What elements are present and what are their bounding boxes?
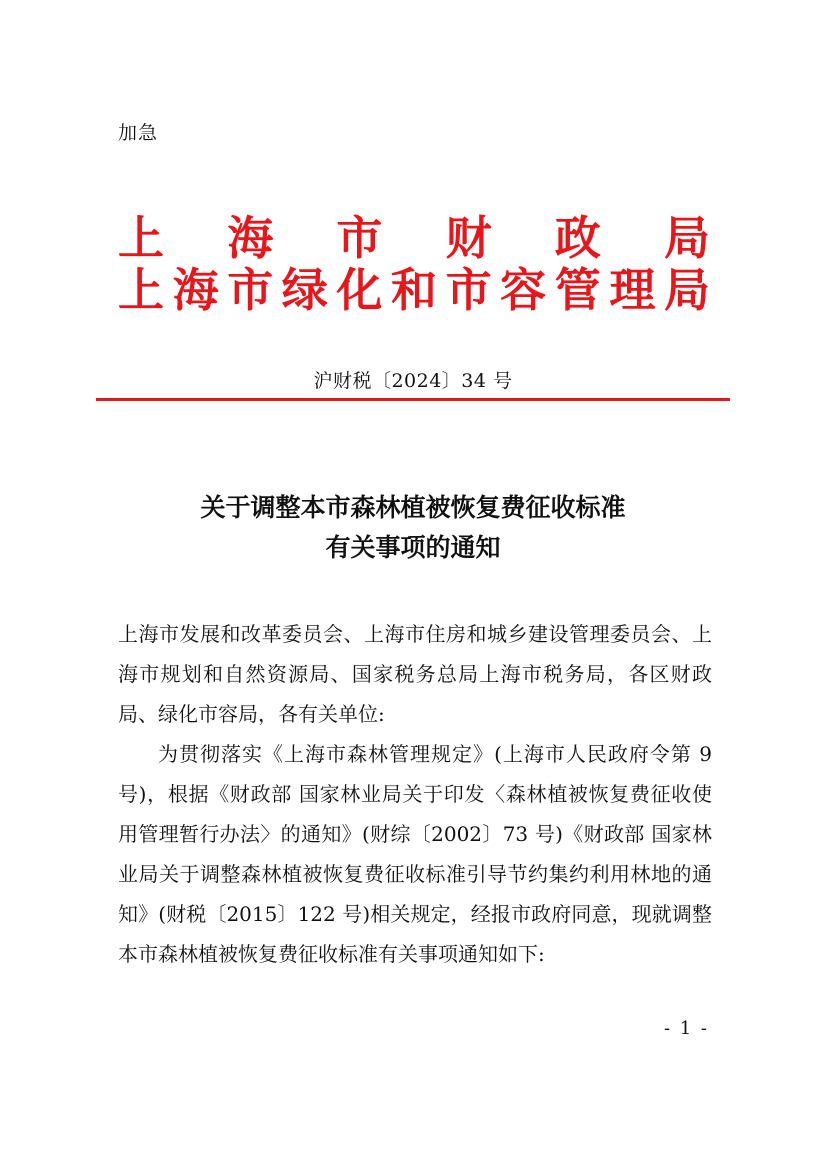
issuer-char: 局 bbox=[663, 263, 710, 317]
issuer-greening-bureau bbox=[118, 262, 710, 318]
document-body bbox=[118, 614, 712, 974]
body-paragraph-1: 为贯彻落实《上海市森林管理规定》(上海市人民政府令第 9 号)，根据《财政部 国家林业局关于印发〈森林植被恢复费征收使用管理暂行办法〉的通知》(财综〔2002〕73 号)《财政部 国家林业局关于调整森林植被恢复费征收标准引导节约集约利用林地的通知》(财税〔2015〕122 号)相关规定，经报市政府同意，现就调整本市森林植被恢复费征收标准有关事项通知如下: bbox=[118, 742, 712, 966]
title-line-2: 有关事项的通知 bbox=[325, 533, 501, 562]
issuer-char: 容 bbox=[500, 263, 547, 317]
issuer-char: 局 bbox=[663, 211, 710, 265]
page-number: - 1 - bbox=[663, 1018, 709, 1039]
document-number: 沪财税〔2024〕34 号 bbox=[313, 370, 513, 392]
issuer-char: 海 bbox=[172, 263, 219, 317]
issuer-char: 理 bbox=[609, 263, 656, 317]
document-title bbox=[0, 488, 826, 568]
title-line-1: 关于调整本市森林植被恢复费征收标准 bbox=[200, 493, 626, 522]
issuer-char: 政 bbox=[554, 211, 601, 265]
issuer-char: 和 bbox=[390, 263, 437, 317]
recipients-paragraph: 上海市发展和改革委员会、上海市住房和城乡建设管理委员会、上海市规划和自然资源局、国家税务总局上海市税务局，各区财政局、绿化市容局，各有关单位: bbox=[118, 622, 712, 726]
issuer-char: 市 bbox=[445, 263, 492, 317]
issuer-char: 市 bbox=[336, 211, 383, 265]
issuer-char: 管 bbox=[554, 263, 601, 317]
issuer-char: 市 bbox=[227, 263, 274, 317]
issuer-finance-bureau bbox=[118, 210, 710, 266]
issuer-char: 化 bbox=[336, 263, 383, 317]
issuer-char: 上 bbox=[118, 263, 164, 317]
urgency-label: 加急 bbox=[118, 122, 159, 144]
red-divider bbox=[96, 398, 730, 401]
issuer-char: 绿 bbox=[281, 263, 328, 317]
issuer-char: 海 bbox=[227, 211, 274, 265]
issuer-char: 上 bbox=[118, 211, 164, 265]
issuer-char: 财 bbox=[445, 211, 492, 265]
